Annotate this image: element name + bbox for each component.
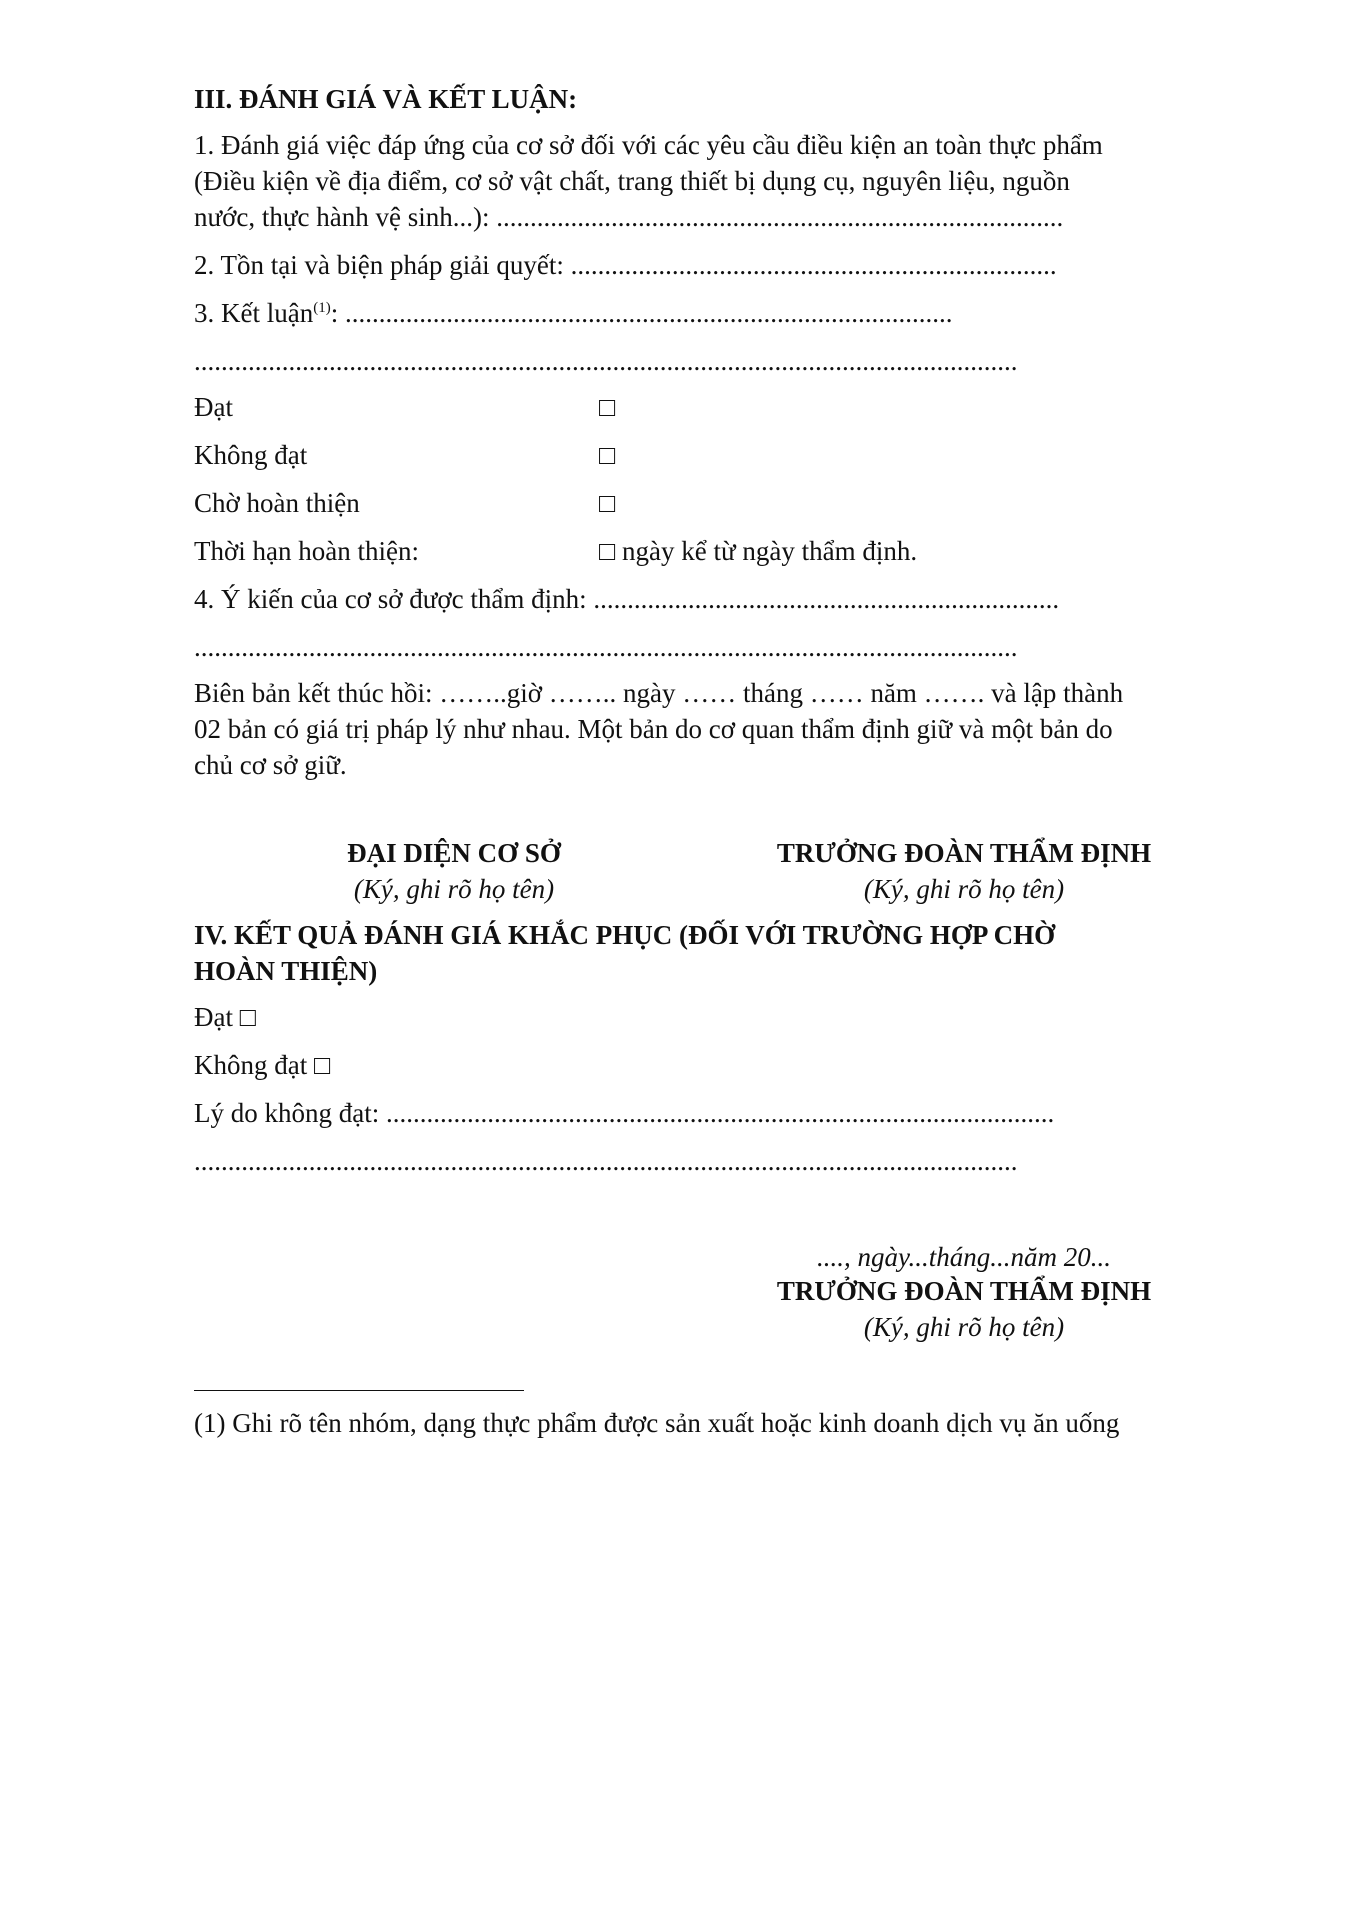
footnote-divider: [194, 1390, 524, 1391]
deadline-value: □ ngày kể từ ngày thẩm định.: [599, 536, 918, 566]
signature-right-note: (Ký, ghi rõ họ tên): [863, 874, 1065, 904]
option-khong-dat-label: Không đạt: [194, 440, 308, 470]
item-3-dots: : ..........................................................................................: [330, 298, 953, 328]
closing-line-1: Biên bản kết thúc hồi: ……..giờ …….. ngày …… tháng …… năm ……. và lập thành: [194, 678, 1124, 708]
item-1-line-3: nước, thực hành vệ sinh...): ....................................................................................: [194, 202, 1064, 232]
option-cho-hoan-thien-checkbox: □: [599, 488, 616, 518]
result-pass: Đạt □: [194, 1002, 257, 1032]
closing-line-3: chủ cơ sở giữ.: [194, 750, 347, 780]
item-3-label: 3. Kết luận: [194, 298, 314, 328]
section-4-heading-line-2: HOÀN THIỆN): [194, 956, 378, 986]
fail-reason: Lý do không đạt: ...................................................................................................: [194, 1098, 1055, 1128]
item-1-line-2: (Điều kiện về địa điểm, cơ sở vật chất, trang thiết bị dụng cụ, nguyên liệu, nguồn: [194, 166, 1070, 196]
final-signature-note: (Ký, ghi rõ họ tên): [863, 1312, 1065, 1342]
footnote: (1) Ghi rõ tên nhóm, dạng thực phẩm được sản xuất hoặc kinh doanh dịch vụ ăn uống: [194, 1408, 1120, 1438]
final-date-line: ...., ngày...tháng...năm 20...: [817, 1242, 1111, 1272]
section-4-heading-line-1: IV. KẾT QUẢ ĐÁNH GIÁ KHẮC PHỤC (ĐỐI VỚI TRƯỜNG HỢP CHỜ: [194, 920, 1056, 950]
item-3-continuation: ..........................................................................................................................: [194, 346, 1018, 376]
signature-right-title: TRƯỞNG ĐOÀN THẨM ĐỊNH: [776, 838, 1152, 868]
footnote-ref: (1): [313, 300, 331, 316]
item-4: 4. Ý kiến của cơ sở được thẩm định: .....................................................................: [194, 584, 1060, 614]
deadline-label: Thời hạn hoàn thiện:: [194, 536, 419, 566]
item-1-line-1: 1. Đánh giá việc đáp ứng của cơ sở đối với các yêu cầu điều kiện an toàn thực phẩm: [194, 130, 1103, 160]
final-signature-title: TRƯỞNG ĐOÀN THẨM ĐỊNH: [776, 1276, 1152, 1306]
option-dat-label: Đạt: [194, 392, 233, 422]
result-fail: Không đạt □: [194, 1050, 331, 1080]
item-3: [194, 300, 953, 327]
option-cho-hoan-thien-label: Chờ hoàn thiện: [194, 488, 360, 518]
option-dat-checkbox: □: [599, 392, 616, 422]
option-khong-dat-checkbox: □: [599, 440, 616, 470]
section-3-heading: III. ĐÁNH GIÁ VÀ KẾT LUẬN:: [194, 84, 578, 114]
item-2: 2. Tồn tại và biện pháp giải quyết: ........................................................................: [194, 250, 1057, 280]
fail-reason-continuation: ..........................................................................................................................: [194, 1146, 1018, 1176]
closing-line-2: 02 bản có giá trị pháp lý như nhau. Một bản do cơ quan thẩm định giữ và một bản do: [194, 714, 1113, 744]
signature-left-title: ĐẠI DIỆN CƠ SỞ: [347, 838, 561, 868]
signature-left-note: (Ký, ghi rõ họ tên): [353, 874, 555, 904]
item-4-continuation: ..........................................................................................................................: [194, 632, 1018, 662]
